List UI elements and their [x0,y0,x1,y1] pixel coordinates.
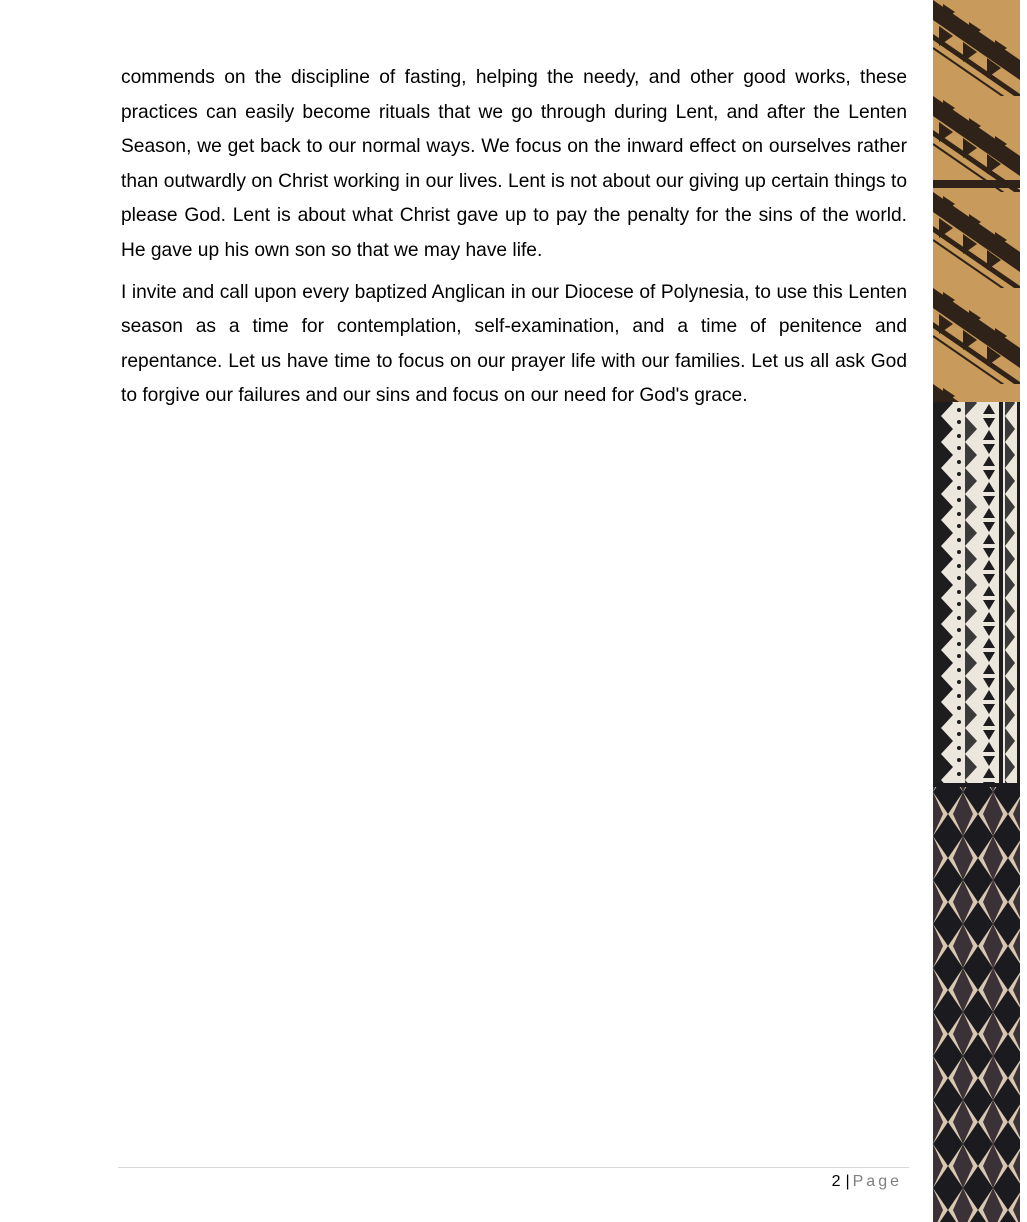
page-number: 2 [831,1173,841,1190]
footer-divider [118,1167,909,1168]
document-body [121,61,907,421]
page-separator: | [845,1173,850,1190]
paragraph-1: commends on the discipline of fasting, helping the needy, and other good works, these practices can easily become rituals that we go through during Lent, and after the Lenten Season, we get back to our normal ways. We focus on the inward effect on ourselves rather than outwardly on Christ working in our lives. Lent is not about our giving up certain things to please God. Lent is about what Christ gave up to pay the penalty for the sins of the world. He gave up his own son so that we may have life. [121,67,907,261]
page-footer [832,1171,902,1193]
page-label: Page [852,1173,902,1190]
paragraph-2: I invite and call upon every baptized Anglican in our Diocese of Polynesia, to use this Lenten season as a time for contemplation, self-examination, and a time of penitence and repentance. Let us have time to focus on our prayer life with our families. Let us all ask God to forgive our failures and our sins and focus on our need for God's grace. [121,281,907,407]
tapa-cloth-border-icon [933,0,1020,1222]
